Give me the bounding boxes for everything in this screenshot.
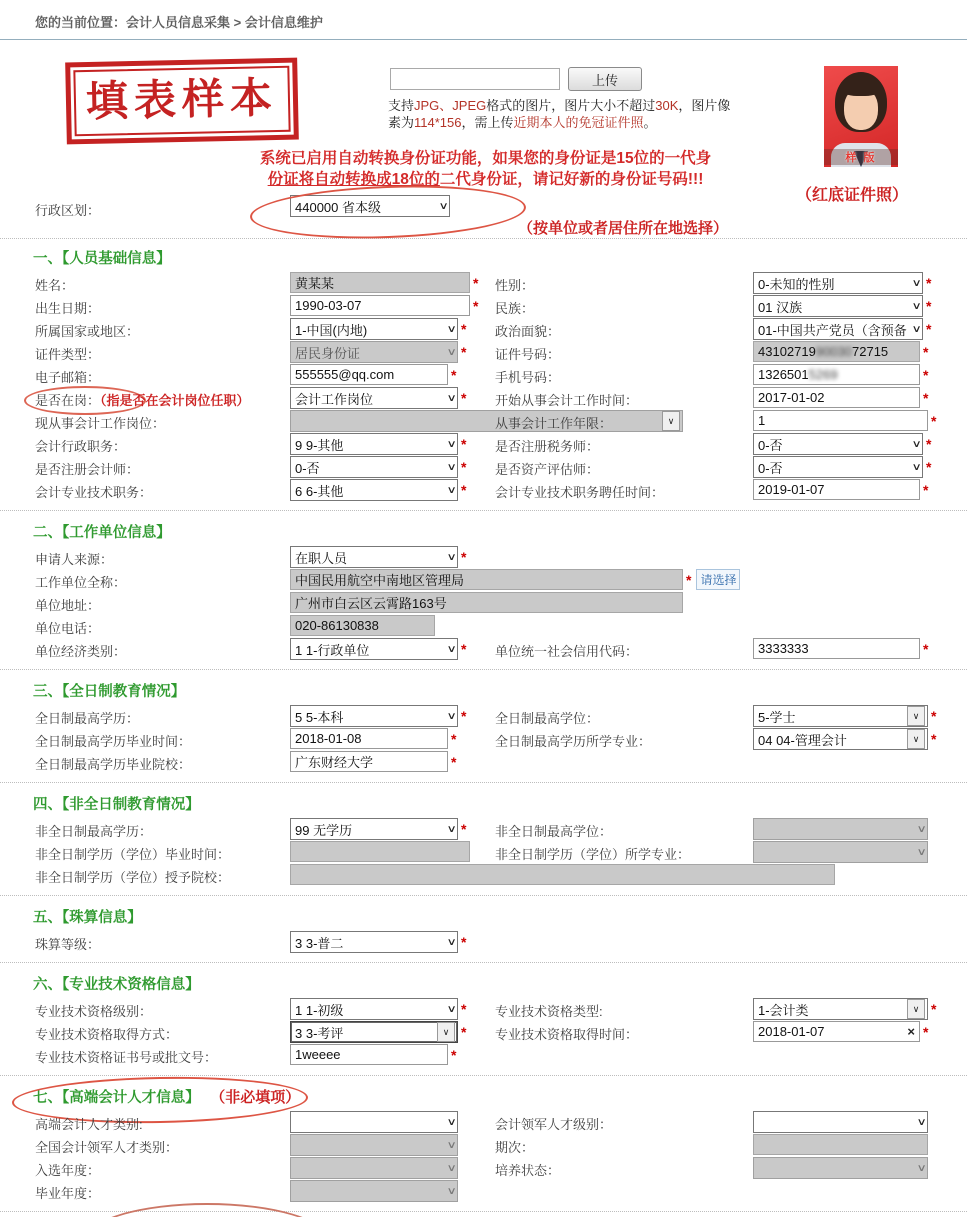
id-type-field-label: 证件类型： <box>35 347 101 362</box>
tech-duty-field-label: 会计专业技术职务： <box>35 485 153 500</box>
parttime-school-input <box>290 864 835 885</box>
form-row <box>0 364 967 387</box>
section-title: 四、【非全日制教育情况】 <box>33 797 200 813</box>
fulltime-major-field-label: 全日制最高学历所学专业： <box>495 734 652 749</box>
employer-address-input: 广州市白云区云霄路163号 <box>290 592 683 613</box>
asset-appraiser-field-label: 是否资产评估师： <box>495 462 600 477</box>
clear-icon[interactable]: × <box>907 1024 915 1039</box>
form-row <box>0 456 967 479</box>
parttime-grad-date-field-label: 非全日制学历（学位）毕业时间： <box>35 847 231 862</box>
tech-qual-type-select[interactable]: 1-会计类 ∨ <box>753 998 928 1020</box>
on-job-field-label: 是否在岗：（指是否在会计岗位任职） <box>35 393 250 408</box>
region-annotation: （按单位或者居住所在地选择） <box>518 220 729 237</box>
parttime-major-field-label: 非全日制学历（学位）所学专业： <box>495 847 691 862</box>
required-asterisk: * <box>461 549 467 565</box>
abacus-level-select[interactable]: 3 3-普二 ∨ <box>290 931 458 953</box>
email-input[interactable]: 555555@qq.com <box>290 364 448 385</box>
id-conversion-warning: 系统已启用自动转换身份证功能，如果您的身份证是15位的一代身 份证将自动转换成18位的二代身份证，请记好新的身份证号码!!! <box>259 150 712 188</box>
economic-type-field-label: 单位经济类别： <box>35 644 127 659</box>
chevron-down-icon: ∨ <box>916 1116 927 1128</box>
form-sections <box>0 247 967 1212</box>
form-row <box>0 479 967 502</box>
required-asterisk: * <box>461 344 467 360</box>
label-annotation: （指是否在会计岗位任职） <box>100 393 250 408</box>
id-number-field-label: 证件号码： <box>495 347 561 362</box>
region-label: 行政区划： <box>35 203 101 218</box>
required-asterisk: * <box>926 298 932 314</box>
fulltime-edu-select[interactable]: 5 5-本科 ∨ <box>290 705 458 727</box>
national-leading-type-field-label: 全国会计领军人才类别： <box>35 1140 179 1155</box>
tech-qual-date-field-label: 专业技术资格取得时间： <box>495 1027 639 1042</box>
form-row <box>0 1021 967 1044</box>
elite-talent-type-select[interactable] <box>290 1111 458 1133</box>
name-input: 黄某某 <box>290 272 470 293</box>
form-row <box>0 341 967 364</box>
political-status-field-label: 政治面貌： <box>495 324 561 339</box>
required-asterisk: * <box>923 640 929 657</box>
id-photo <box>824 66 898 167</box>
chevron-down-icon: ∨ <box>446 461 457 473</box>
form-row <box>0 841 967 864</box>
section-parttime-education <box>0 793 967 896</box>
tech-qual-method-field-label: 专业技术资格取得方式： <box>35 1027 179 1042</box>
section-title: 三、【全日制教育情况】 <box>33 684 186 700</box>
chevron-down-icon: ∨ <box>446 1162 457 1174</box>
section-employer-info <box>0 521 967 670</box>
required-asterisk: * <box>926 321 932 337</box>
form-row <box>0 705 967 728</box>
tech-duty-hire-date-input[interactable]: 2019-01-07 <box>753 479 920 500</box>
chevron-down-icon: ∨ <box>916 823 927 835</box>
upload-filename-input[interactable] <box>390 68 560 90</box>
required-asterisk: * <box>473 274 479 291</box>
form-row <box>0 615 967 638</box>
form-row <box>0 638 967 661</box>
form-row <box>0 931 967 954</box>
section-elite-talent-heading <box>0 1086 967 1108</box>
required-asterisk: * <box>451 730 457 747</box>
section-fulltime-education <box>0 680 967 783</box>
form-row <box>0 546 967 569</box>
chevron-down-icon: ∨ <box>911 438 922 450</box>
chevron-down-icon: ∨ <box>911 300 922 312</box>
tech-qual-method-select[interactable]: 3 3-考评 ∨ <box>290 1021 458 1043</box>
gender-select[interactable]: 0-未知的性别 ∨ <box>753 272 923 294</box>
chevron-down-icon: ∨ <box>911 277 922 289</box>
required-asterisk: * <box>461 708 467 724</box>
tech-qual-type-field-label: 专业技术资格类型: <box>495 1004 603 1019</box>
required-asterisk: * <box>473 297 479 314</box>
form-row <box>0 318 967 341</box>
section-basic-info <box>0 247 967 511</box>
form-row <box>0 751 967 774</box>
fulltime-grad-date-field-label: 全日制最高学历毕业时间： <box>35 734 192 749</box>
parttime-school-field-label: 非全日制学历（学位）授予院校： <box>35 870 231 885</box>
required-asterisk: * <box>451 753 457 770</box>
employer-address-field-label: 单位地址： <box>35 598 101 613</box>
employer-name-field-label: 工作单位全称： <box>35 575 127 590</box>
required-asterisk: * <box>461 459 467 475</box>
chevron-down-icon: ∨ <box>911 323 922 335</box>
section-title: 六、【专业技术资格信息】 <box>33 977 200 993</box>
section-employer-info-heading <box>0 521 967 543</box>
form-row <box>0 569 967 592</box>
chevron-down-icon: ∨ <box>662 411 680 431</box>
chevron-down-icon: ∨ <box>916 1162 927 1174</box>
form-row <box>0 387 967 410</box>
graduation-year-select <box>290 1180 458 1202</box>
upload-help-text: 支持JPG、JPEG格式的图片，图片大小不超过30K，图片像素为114*156，需上传近期本人的免冠证件照。 <box>388 98 731 130</box>
parttime-degree-field-label: 非全日制最高学位： <box>495 824 613 839</box>
chevron-down-icon: ∨ <box>907 706 925 726</box>
training-status-select <box>753 1157 928 1179</box>
credit-code-field-label: 单位统一社会信用代码： <box>495 644 639 659</box>
required-asterisk: * <box>923 1023 929 1040</box>
abacus-level-field-label: 珠算等级： <box>35 937 101 952</box>
accounting-start-date-input[interactable]: 2017-01-02 <box>753 387 920 408</box>
required-asterisk: * <box>451 366 457 383</box>
chevron-down-icon: ∨ <box>907 729 925 749</box>
chevron-down-icon: ∨ <box>446 346 457 358</box>
photo-bangs <box>840 76 882 96</box>
form-row <box>0 295 967 318</box>
economic-type-select[interactable]: 1 1-行政单位 ∨ <box>290 638 458 660</box>
chevron-down-icon: ∨ <box>446 936 457 948</box>
accounting-years-input[interactable]: 1 <box>753 410 928 431</box>
parttime-edu-select[interactable]: 99 无学历 ∨ <box>290 818 458 840</box>
chevron-down-icon: ∨ <box>437 1022 455 1042</box>
accounting-years-field-label: 从事会计工作年限： <box>495 416 613 431</box>
required-asterisk: * <box>931 731 937 747</box>
term-field-label: 期次： <box>495 1140 535 1155</box>
header-zone <box>0 40 967 204</box>
tax-agent-field-label: 是否注册税务师： <box>495 439 600 454</box>
employer-phone-field-label: 单位电话： <box>35 621 101 636</box>
political-status-select[interactable]: 01-中国共产党员（含预备 ∨ <box>753 318 923 340</box>
chevron-down-icon: ∨ <box>907 999 925 1019</box>
mobile-input[interactable]: 1326501 5269 <box>753 364 920 385</box>
tech-qual-cert-no-input[interactable]: 1weeee <box>290 1044 448 1065</box>
required-asterisk: * <box>461 390 467 406</box>
fulltime-major-select[interactable]: 04 04-管理会计 ∨ <box>753 728 928 750</box>
required-asterisk: * <box>931 1001 937 1017</box>
tech-qual-cert-field-label: 专业技术资格证书号或批文号： <box>35 1050 218 1065</box>
ethnicity-field-label: 民族： <box>495 301 535 316</box>
form-row <box>0 433 967 456</box>
required-asterisk: * <box>931 412 937 429</box>
chevron-down-icon: ∨ <box>911 461 922 473</box>
required-asterisk: * <box>461 821 467 837</box>
cpa-select[interactable]: 0-否 ∨ <box>290 456 458 478</box>
term-input <box>753 1134 928 1155</box>
leading-talent-level-field-label: 会计领军人才级别： <box>495 1117 613 1132</box>
section-professional-qualification-heading <box>0 973 967 995</box>
employer-name-input: 中国民用航空中南地区管理局 <box>290 569 683 590</box>
chevron-down-icon: ∨ <box>446 1185 457 1197</box>
fulltime-degree-field-label: 全日制最高学位： <box>495 711 600 726</box>
tech-qual-date-input[interactable]: 2018-01-07 × <box>753 1021 920 1042</box>
leading-talent-level-select[interactable] <box>753 1111 928 1133</box>
section-fulltime-education-heading <box>0 680 967 702</box>
employer-phone-input: 020-86130838 <box>290 615 435 636</box>
parttime-degree-select <box>753 818 928 840</box>
required-asterisk: * <box>923 366 929 383</box>
tech-qual-level-select[interactable]: 1 1-初级 ∨ <box>290 998 458 1020</box>
breadcrumb-text: 您的当前位置：会计人员信息采集 > 会计信息维护 <box>35 15 323 30</box>
selection-year-field-label: 入选年度： <box>35 1163 101 1178</box>
form-row <box>0 998 967 1021</box>
applicant-source-field-label: 申请人来源： <box>35 552 114 567</box>
tech-duty-select[interactable]: 6 6-其他 ∨ <box>290 479 458 501</box>
pick-employer-link[interactable]: 请选择 <box>696 569 740 590</box>
sample-stamp-text: 填表样本 <box>73 66 290 137</box>
form-row <box>0 1044 967 1067</box>
current-accounting-post-select <box>290 410 683 432</box>
required-asterisk: * <box>461 482 467 498</box>
applicant-source-select[interactable]: 在职人员 ∨ <box>290 546 458 568</box>
section-title: 七、【高端会计人才信息】 <box>33 1090 200 1106</box>
section-title: 一、【人员基础信息】 <box>33 251 171 267</box>
chevron-down-icon: ∨ <box>916 846 927 858</box>
section-title: 五、【珠算信息】 <box>33 910 142 926</box>
photo-watermark: 样 版 <box>824 149 898 165</box>
fulltime-degree-select[interactable]: 5-学士 ∨ <box>753 705 928 727</box>
on-job-select[interactable]: 会计工作岗位 ∨ <box>290 387 458 409</box>
form-row <box>0 864 967 887</box>
chevron-down-icon: ∨ <box>446 1139 457 1151</box>
chevron-down-icon: ∨ <box>446 710 457 722</box>
required-asterisk: * <box>461 436 467 452</box>
section-elite-talent <box>0 1086 967 1212</box>
chevron-down-icon: ∨ <box>446 438 457 450</box>
required-asterisk: * <box>461 321 467 337</box>
admin-duty-field-label: 会计行政职务： <box>35 439 127 454</box>
section-title: 二、【工作单位信息】 <box>33 525 171 541</box>
form-row <box>0 818 967 841</box>
section-abacus-info <box>0 906 967 963</box>
id-number-input: 43102719 90030 72715 <box>753 341 920 362</box>
section-annotation: （非必填项） <box>217 1089 301 1106</box>
chevron-down-icon: ∨ <box>438 200 449 212</box>
required-asterisk: * <box>686 571 692 588</box>
credit-code-input[interactable]: 3333333 <box>753 638 920 659</box>
required-asterisk: * <box>923 481 929 498</box>
required-asterisk: * <box>461 641 467 657</box>
ethnicity-select[interactable]: 01 汉族 ∨ <box>753 295 923 317</box>
birth-date-field-label: 出生日期： <box>35 301 101 316</box>
region-select[interactable]: 440000 省本级 ∨ <box>290 195 450 217</box>
country-field-label: 所属国家或地区： <box>35 324 140 339</box>
required-asterisk: * <box>931 708 937 724</box>
form-row <box>0 592 967 615</box>
section-parttime-education-heading <box>0 793 967 815</box>
required-asterisk: * <box>923 343 929 360</box>
training-status-field-label: 培养状态： <box>495 1163 561 1178</box>
section-abacus-info-heading <box>0 906 967 928</box>
chevron-down-icon: ∨ <box>446 551 457 563</box>
section-professional-qualification <box>0 973 967 1076</box>
required-asterisk: * <box>926 436 932 452</box>
parttime-grad-date-input <box>290 841 470 862</box>
cpa-field-label: 是否注册会计师： <box>35 462 140 477</box>
chevron-down-icon: ∨ <box>446 1003 457 1015</box>
form-row <box>0 1111 967 1134</box>
current-post-field-label: 现从事会计工作岗位： <box>35 416 166 431</box>
required-asterisk: * <box>461 1001 467 1017</box>
chevron-down-icon: ∨ <box>446 323 457 335</box>
tech-qual-level-field-label: 专业技术资格级别： <box>35 1004 153 1019</box>
national-leading-type-select <box>290 1134 458 1156</box>
region-row <box>0 190 967 239</box>
breadcrumb <box>0 0 967 40</box>
admin-duty-select[interactable]: 9 9-其他 ∨ <box>290 433 458 455</box>
selection-year-select <box>290 1157 458 1179</box>
chevron-down-icon: ∨ <box>446 823 457 835</box>
gender-field-label: 性别： <box>495 278 535 293</box>
form-row <box>0 272 967 295</box>
required-asterisk: * <box>923 389 929 406</box>
chevron-down-icon: ∨ <box>446 484 457 496</box>
fulltime-school-field-label: 全日制最高学历毕业院校： <box>35 757 192 772</box>
form-row <box>0 728 967 751</box>
tax-agent-select[interactable]: 0-否 ∨ <box>753 433 923 455</box>
chevron-down-icon: ∨ <box>446 643 457 655</box>
country-select[interactable]: 1-中国(内地) ∨ <box>290 318 458 340</box>
parttime-major-select <box>753 841 928 863</box>
form-row <box>0 1134 967 1157</box>
name-field-label: 姓名： <box>35 278 75 293</box>
required-asterisk: * <box>461 934 467 950</box>
fulltime-edu-field-label: 全日制最高学历： <box>35 711 140 726</box>
form-row <box>0 1157 967 1180</box>
required-asterisk: * <box>451 1046 457 1063</box>
form-row <box>0 1180 967 1203</box>
accounting-start-field-label: 开始从事会计工作时间： <box>495 393 639 408</box>
birth-date-input[interactable]: 1990-03-07 <box>290 295 470 316</box>
asset-appraiser-select[interactable]: 0-否 ∨ <box>753 456 923 478</box>
section-basic-info-heading <box>0 247 967 269</box>
form-row <box>0 410 967 433</box>
upload-button[interactable]: 上传 <box>568 67 642 91</box>
email-field-label: 电子邮箱： <box>35 370 101 385</box>
required-asterisk: * <box>926 459 932 475</box>
chevron-down-icon: ∨ <box>446 392 457 404</box>
required-asterisk: * <box>461 1024 467 1040</box>
chevron-down-icon: ∨ <box>446 1116 457 1128</box>
photo-caption: （红底证件照） <box>796 187 909 204</box>
parttime-edu-field-label: 非全日制最高学历： <box>35 824 153 839</box>
fulltime-grad-date-input[interactable]: 2018-01-08 <box>290 728 448 749</box>
graduation-year-field-label: 毕业年度： <box>35 1186 101 1201</box>
tech-duty-hire-field-label: 会计专业技术职务聘任时间： <box>495 485 665 500</box>
sample-stamp <box>65 58 299 145</box>
id-type-select: 居民身份证 ∨ <box>290 341 458 363</box>
fulltime-school-input[interactable]: 广东财经大学 <box>290 751 448 772</box>
required-asterisk: * <box>926 275 932 291</box>
mobile-field-label: 手机号码： <box>495 370 561 385</box>
elite-talent-type-field-label: 高端会计人才类别: <box>35 1117 143 1132</box>
